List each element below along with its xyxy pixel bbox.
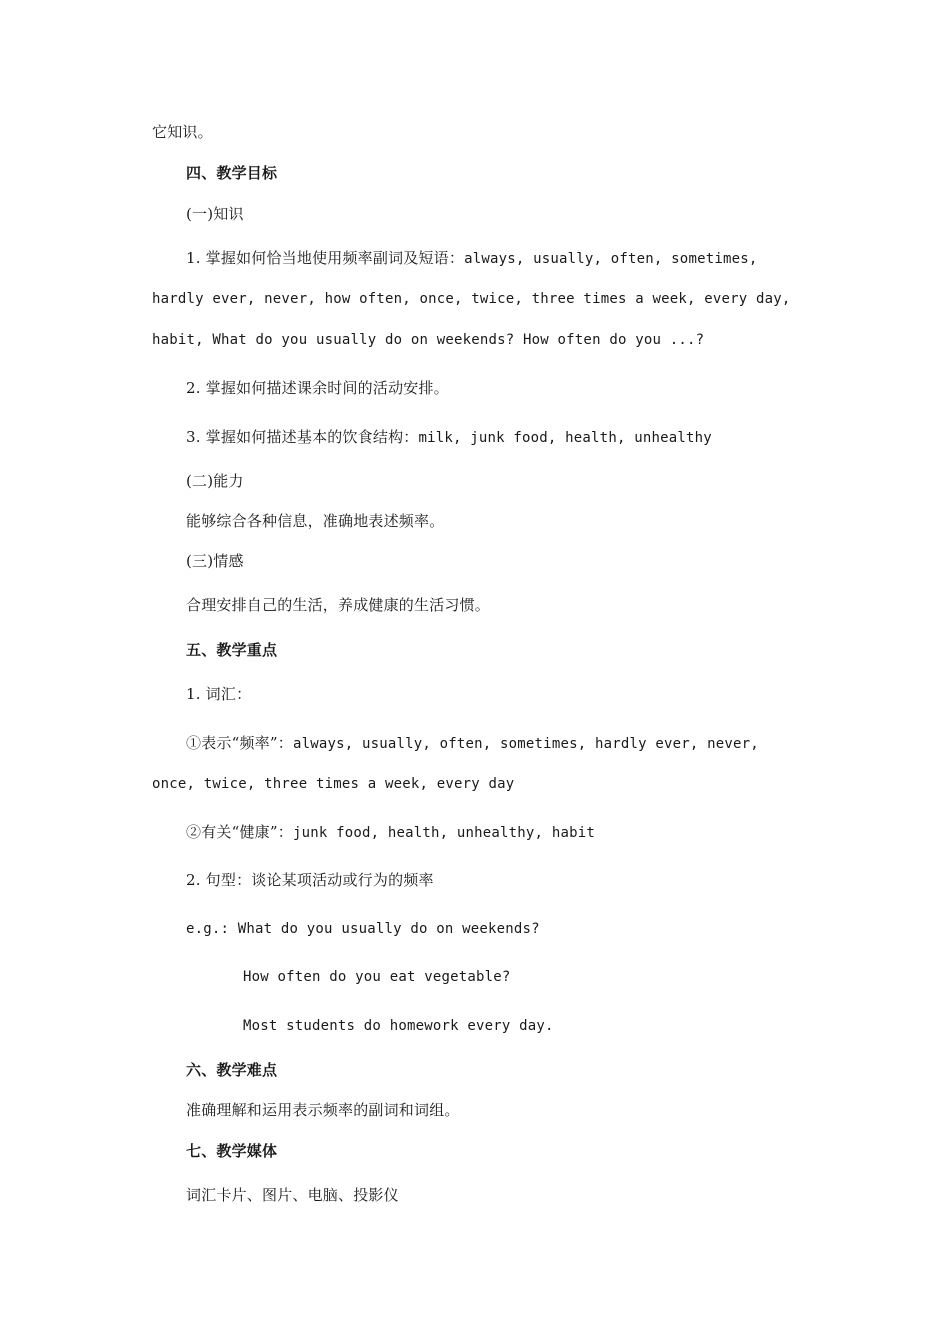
ability-text: 能够综合各种信息，准确地表述频率。 xyxy=(186,512,445,530)
emotion-text: 合理安排自己的生活，养成健康的生活习惯。 xyxy=(186,596,491,614)
knowledge-item-3-cn: 3. 掌握如何描述基本的饮食结构： xyxy=(186,428,419,446)
example-sentence-1: e.g.: What do you usually do on weekends? xyxy=(186,921,540,937)
example-sentence-3: Most students do homework every day. xyxy=(243,1018,554,1034)
continuation-text: 它知识。 xyxy=(152,123,213,141)
knowledge-item-2: 2. 掌握如何描述课余时间的活动安排。 xyxy=(186,379,449,397)
section-7-title: 七、教学媒体 xyxy=(186,1142,278,1160)
knowledge-item-1-cn: 1. 掌握如何恰当地使用频率副词及短语： xyxy=(186,249,465,267)
freq-vocab-en: always, usually, often, sometimes, hardly ever, never, xyxy=(292,736,759,752)
emotion-subtitle: (三)情感 xyxy=(186,552,244,570)
example-sentence-2: How often do you eat vegetable? xyxy=(243,969,511,985)
knowledge-item-1-line-2: hardly ever, never, how often, once, twice, three times a week, every day, xyxy=(152,291,791,307)
freq-vocab-line-1 xyxy=(186,733,759,754)
knowledge-item-1-en: always, usually, often, sometimes, xyxy=(464,251,758,267)
health-vocab-line xyxy=(186,822,595,843)
health-vocab-en: junk food, health, unhealthy, habit xyxy=(292,825,595,841)
sentence-pattern-label: 2. 句型：谈论某项活动或行为的频率 xyxy=(186,871,434,889)
section-5-title: 五、教学重点 xyxy=(186,641,278,659)
knowledge-item-1-line-3: habit, What do you usually do on weekends? How often do you ...? xyxy=(152,332,705,348)
knowledge-subtitle: (一)知识 xyxy=(186,205,244,223)
ability-subtitle: (二)能力 xyxy=(186,472,244,490)
knowledge-item-1 xyxy=(186,248,757,269)
section-7-text: 词汇卡片、图片、电脑、投影仪 xyxy=(186,1186,399,1204)
knowledge-item-3 xyxy=(186,427,712,448)
section-6-text: 准确理解和运用表示频率的副词和词组。 xyxy=(186,1101,460,1119)
freq-vocab-cn: ①表示“频率”： xyxy=(186,734,293,752)
health-vocab-cn: ②有关“健康”： xyxy=(186,823,293,841)
knowledge-item-3-en: milk, junk food, health, unhealthy xyxy=(418,430,712,446)
vocab-label: 1. 词汇： xyxy=(186,685,252,703)
freq-vocab-line-2: once, twice, three times a week, every day xyxy=(152,776,515,792)
section-4-title: 四、教学目标 xyxy=(186,164,278,182)
section-6-title: 六、教学难点 xyxy=(186,1061,278,1079)
